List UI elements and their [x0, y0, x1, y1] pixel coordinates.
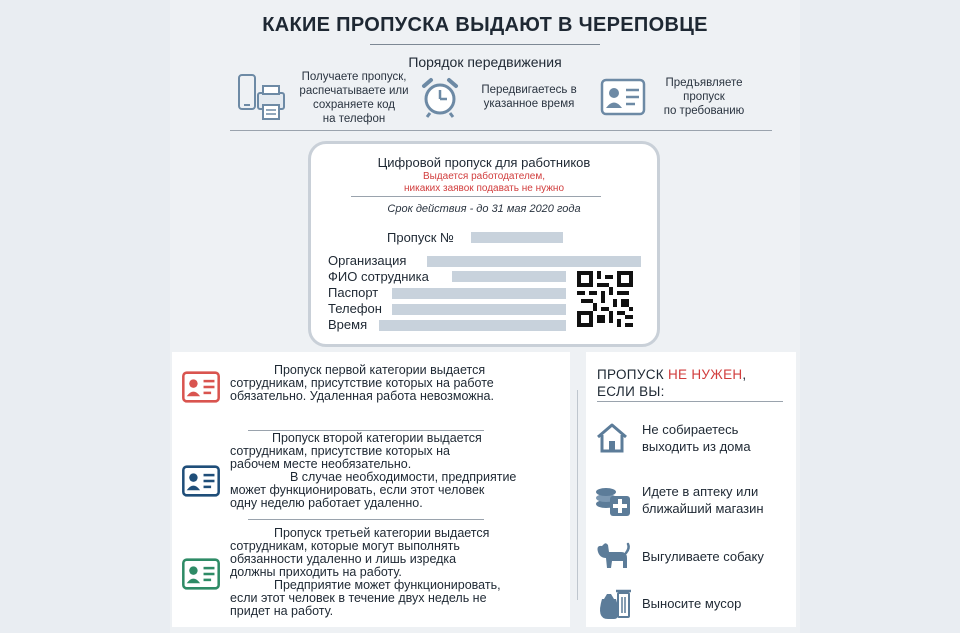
not-needed-text: Выгуливаете собаку — [642, 548, 764, 564]
alarm-clock-icon — [420, 76, 460, 118]
category-line: сотрудникам, которые могут выполнять — [230, 539, 460, 553]
not-needed-title-start: ПРОПУСК — [597, 367, 664, 382]
category-line: Пропуск первой категории выдается — [274, 363, 486, 377]
category-line: рабочем месте необязательно. — [230, 457, 412, 471]
step-get-pass — [236, 70, 418, 126]
not-needed-item — [594, 482, 764, 518]
page-subtitle: Порядок передвижения — [408, 54, 562, 70]
field-passport-label: Паспорт — [328, 285, 379, 300]
category-line: может функционировать, если этот человек — [230, 483, 485, 497]
category-line: сотрудникам, присутствие которых на — [230, 444, 451, 458]
category-line: Пропуск второй категории выдается — [272, 431, 482, 445]
category-1-text — [230, 364, 548, 403]
field-organization-placeholder — [427, 256, 641, 267]
category-line: одну неделю работает удаленно. — [230, 496, 423, 510]
card-divider — [351, 196, 601, 197]
category-line: должны приходить на работу. — [230, 565, 402, 579]
id-card-icon — [600, 78, 646, 116]
trash-bag-icon — [594, 585, 632, 621]
not-needed-text: Идете в аптеку или — [642, 484, 759, 499]
not-needed-title — [597, 366, 746, 400]
step-text-line: Передвигаетесь в — [481, 84, 577, 96]
card-note-line: Выдается работодателем, — [422, 171, 546, 182]
card-title: Цифровой пропуск для работников — [377, 155, 591, 170]
field-time-label: Время — [328, 317, 368, 332]
not-needed-text: Не собираетесь — [642, 422, 739, 437]
category-3-text — [230, 527, 554, 618]
page-title: КАКИЕ ПРОПУСКА ВЫДАЮТ В ЧЕРЕПОВЦЕ — [262, 14, 708, 36]
step-text-line: на телефон — [322, 113, 386, 125]
field-employee-name-label: ФИО сотрудника — [328, 269, 429, 284]
not-needed-text: Выносите мусор — [642, 595, 742, 611]
category-divider — [248, 430, 484, 431]
category-line: обязанности удаленно и лишь изредка — [230, 552, 457, 566]
house-icon — [594, 420, 630, 456]
step-text-line: Получаете пропуск, — [301, 71, 407, 83]
category-line: Пропуск третьей категории выдается — [274, 526, 490, 540]
category-line: придет на работу. — [230, 604, 334, 618]
not-needed-title-comma: , — [742, 367, 747, 382]
field-time-placeholder — [379, 320, 566, 331]
field-phone-placeholder — [392, 304, 566, 315]
not-needed-title-end: ЕСЛИ ВЫ: — [597, 384, 665, 399]
category-line: В случае необходимости, предприятие — [290, 470, 517, 484]
not-needed-title-highlight: НЕ НУЖЕН — [667, 367, 743, 382]
id-card-navy-icon — [180, 465, 222, 497]
step-text-line: пропуск — [683, 91, 725, 103]
step-text-line: распечатываете или — [299, 85, 409, 97]
field-passport-placeholder — [392, 288, 566, 299]
card-validity: Срок действия - до 31 мая 2020 года — [387, 203, 581, 215]
category-line: обязательно. Удаленная работа невозможна. — [230, 389, 494, 403]
card-note-line: никаких заявок подавать не нужно — [403, 183, 564, 194]
title-divider — [370, 44, 600, 45]
pass-number-placeholder — [471, 232, 563, 243]
category-line: сотрудникам, присутствие которых на работе — [230, 376, 494, 390]
field-employee-name-placeholder — [452, 271, 566, 282]
not-needed-item — [594, 540, 764, 572]
not-needed-item — [594, 585, 741, 621]
step-text-line: указанное время — [483, 98, 575, 110]
panel-divider — [577, 390, 578, 600]
category-divider — [248, 519, 484, 520]
steps-divider — [230, 130, 772, 131]
field-organization-label: Организация — [328, 253, 407, 268]
not-needed-divider — [597, 401, 783, 402]
not-needed-text: ближайший магазин — [642, 501, 764, 516]
pass-number-label: Пропуск № — [387, 230, 454, 245]
digital-pass-card — [308, 141, 660, 347]
pass-categories-panel — [172, 352, 570, 627]
category-2-text — [230, 432, 550, 510]
id-card-red-icon — [180, 371, 222, 403]
pharmacy-icon — [594, 482, 634, 518]
id-card-green-icon — [180, 558, 222, 590]
not-needed-item — [594, 420, 751, 456]
category-line: Предприятие может функционировать, — [274, 578, 501, 592]
step-text-line: Предъявляете — [665, 77, 743, 89]
phone-printer-icon — [236, 73, 286, 123]
card-note — [311, 171, 657, 195]
step-text-line: сохраняете код — [312, 99, 396, 111]
step-move — [420, 76, 588, 118]
category-line: если этот человек в течение двух недель не — [230, 591, 487, 605]
not-needed-text: выходить из дома — [642, 439, 751, 454]
pass-not-needed-panel — [586, 352, 796, 627]
step-show-pass — [600, 76, 754, 118]
qr-code — [577, 271, 633, 327]
field-phone-label: Телефон — [328, 301, 382, 316]
step-text-line: по требованию — [663, 105, 745, 117]
dog-icon — [594, 540, 632, 572]
